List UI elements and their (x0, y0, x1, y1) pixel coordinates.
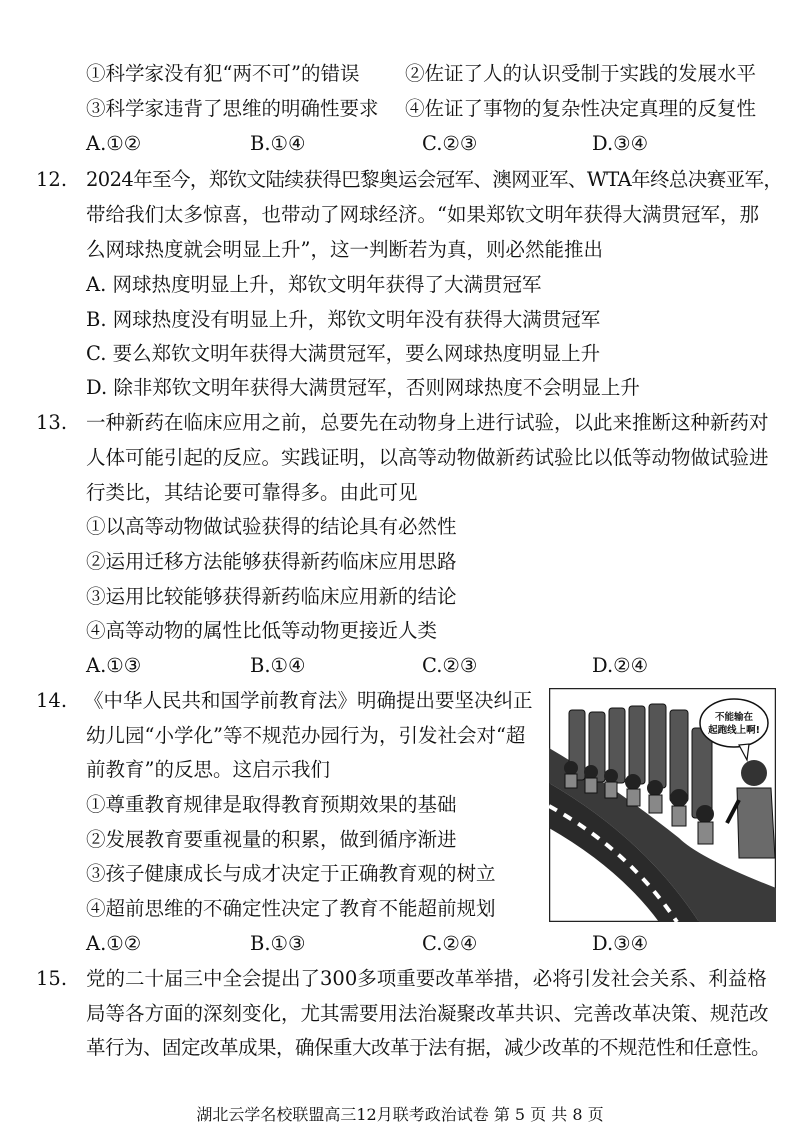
q14-statement-3: ③孩子健康成长与成才决定于正确教育观的树立 (86, 862, 496, 885)
q14-statement-2: ②发展教育要重视量的积累，做到循序渐进 (86, 828, 457, 851)
q14-cartoon-illustration (549, 688, 776, 922)
q14-option-b: B.①③ (250, 932, 306, 955)
q13-statement-2: ②运用迁移方法能够获得新药临床应用思路 (86, 550, 457, 573)
q13-stem-line-3: 行类比，其结论要可靠得多。由此可见 (86, 481, 418, 504)
cartoon-bubble-line-2: 起跑线上啊! (708, 725, 760, 736)
q12-number: 12. (36, 168, 68, 191)
q12-option-c: C. 要么郑钦文明年获得大满贯冠军，要么网球热度明显上升 (86, 342, 601, 365)
q12-option-b: B. 网球热度没有明显上升，郑钦文明年没有获得大满贯冠军 (86, 308, 601, 331)
q13-option-c: C.②③ (422, 654, 478, 677)
cartoon-bubble-line-1: 不能输在 (714, 712, 754, 723)
q13-number: 13. (36, 411, 68, 434)
q12-option-a: A. 网球热度明显上升，郑钦文明年获得了大满贯冠军 (86, 273, 542, 296)
q12-stem-line-2: 带给我们太多惊喜，也带动了网球经济。“如果郑钦文明年获得大满贯冠军，那 (86, 203, 759, 226)
q14-statement-1: ①尊重教育规律是取得教育预期效果的基础 (86, 793, 457, 816)
q11-statement-2: ②佐证了人的认识受制于实践的发展水平 (405, 62, 757, 85)
q14-option-d: D.③④ (592, 932, 649, 955)
q13-statement-3: ③运用比较能够获得新药临床应用新的结论 (86, 585, 457, 608)
q13-stem-line-1: 一种新药在临床应用之前，总要先在动物身上进行试验，以此来推断这种新药对 (86, 411, 769, 434)
q15-stem-line-1: 党的二十届三中全会提出了300多项重要改革举措，必将引发社会关系、利益格 (86, 967, 767, 990)
q14-option-c: C.②④ (422, 932, 478, 955)
q15-stem-line-2: 局等各方面的深刻变化，尤其需要用法治凝聚改革共识、完善改革决策、规范改 (86, 1002, 769, 1025)
q13-option-d: D.②④ (592, 654, 649, 677)
q15-number: 15. (36, 967, 68, 990)
q13-stem-line-2: 人体可能引起的反应。实践证明，以高等动物做新药试验比以低等动物做试验进 (86, 446, 769, 469)
q14-stem-line-3: 前教育”的反思。这启示我们 (86, 758, 330, 781)
q14-stem-line-1: 《中华人民共和国学前教育法》明确提出要坚决纠正 (84, 689, 533, 712)
q11-option-b: B.①④ (250, 132, 306, 155)
q11-option-d: D.③④ (592, 132, 649, 155)
q11-statement-1: ①科学家没有犯“两不可”的错误 (86, 62, 360, 85)
q12-stem-line-3: 么网球热度就会明显上升”，这一判断若为真，则必然能推出 (86, 238, 603, 261)
q12-stem-line-1: 2024年至今，郑钦文陆续获得巴黎奥运会冠军、澳网亚军、WTA年终总决赛亚军， (86, 168, 783, 191)
q13-statement-1: ①以高等动物做试验获得的结论具有必然性 (86, 515, 457, 538)
page-footer: 湖北云学名校联盟高三12月联考政治试卷 第 5 页 共 8 页 (196, 1105, 604, 1124)
q14-stem-line-2: 幼儿园“小学化”等不规范办园行为，引发社会对“超 (86, 724, 526, 747)
q11-option-c: C.②③ (422, 132, 478, 155)
q13-option-a: A.①③ (86, 654, 142, 677)
q11-option-a: A.①② (86, 132, 142, 155)
q14-statement-4: ④超前思维的不确定性决定了教育不能超前规划 (86, 897, 496, 920)
q12-option-d: D. 除非郑钦文明年获得大满贯冠军，否则网球热度不会明显上升 (86, 376, 640, 399)
q11-statement-4: ④佐证了事物的复杂性决定真理的反复性 (405, 97, 757, 120)
q14-number: 14. (36, 689, 68, 712)
q11-statement-3: ③科学家违背了思维的明确性要求 (86, 97, 379, 120)
q14-option-a: A.①② (86, 932, 142, 955)
q13-option-b: B.①④ (250, 654, 306, 677)
q15-stem-line-3: 革行为、固定改革成果，确保重大改革于法有据，减少改革的不规范性和任意性。 (86, 1036, 771, 1059)
q13-statement-4: ④高等动物的属性比低等动物更接近人类 (86, 619, 438, 642)
